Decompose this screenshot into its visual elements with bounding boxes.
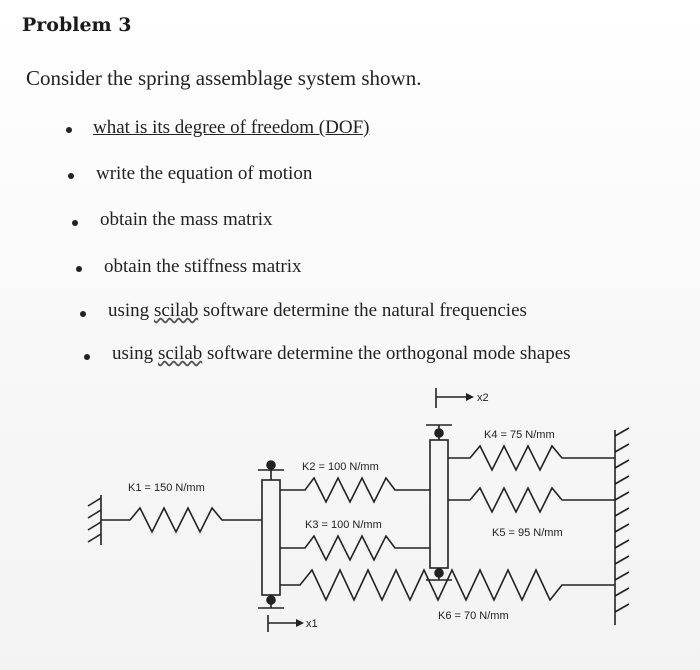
label-k5: K5 = 95 N/mm <box>492 527 563 539</box>
scilab-word: scilab <box>153 300 199 321</box>
task-text-pre: using <box>112 343 158 364</box>
problem-intro: Consider the spring assemblage system shown. <box>26 66 422 90</box>
label-k1: K1 = 150 N/mm <box>128 482 205 494</box>
scilab-word: scilab <box>157 343 203 364</box>
label-x2: x2 <box>477 392 489 404</box>
x2-arrowhead <box>466 393 474 401</box>
spring-k4 <box>448 446 615 470</box>
spring-k3 <box>280 536 430 560</box>
left-wall <box>88 495 101 545</box>
spring-k1 <box>101 508 262 532</box>
problem-title: Problem 3 <box>22 14 132 36</box>
x1-arrowhead <box>296 619 304 627</box>
spring-k6 <box>280 570 615 600</box>
task-text: software determine the natural frequencies <box>198 300 527 321</box>
x2-arrow <box>436 388 466 408</box>
task-text: write the equation of motion <box>96 163 313 184</box>
x1-arrow <box>268 615 296 632</box>
label-x1: x1 <box>306 618 318 630</box>
spring-k5 <box>448 488 615 512</box>
task-text: software determine the orthogonal mode shapes <box>202 343 571 364</box>
task-text: obtain the mass matrix <box>100 209 273 230</box>
right-wall <box>615 428 629 625</box>
label-k2: K2 = 100 N/mm <box>302 461 379 473</box>
task-text-pre: using <box>108 300 154 321</box>
task-text: what is its degree of freedom (DOF) <box>93 117 370 138</box>
task-text: obtain the stiffness matrix <box>104 256 302 277</box>
mass-1 <box>258 461 284 608</box>
label-k4: K4 = 75 N/mm <box>484 429 555 441</box>
spring-k2 <box>280 478 430 502</box>
label-k6: K6 = 70 N/mm <box>438 610 509 622</box>
label-k3: K3 = 100 N/mm <box>305 519 382 531</box>
mass-2 <box>426 425 452 580</box>
